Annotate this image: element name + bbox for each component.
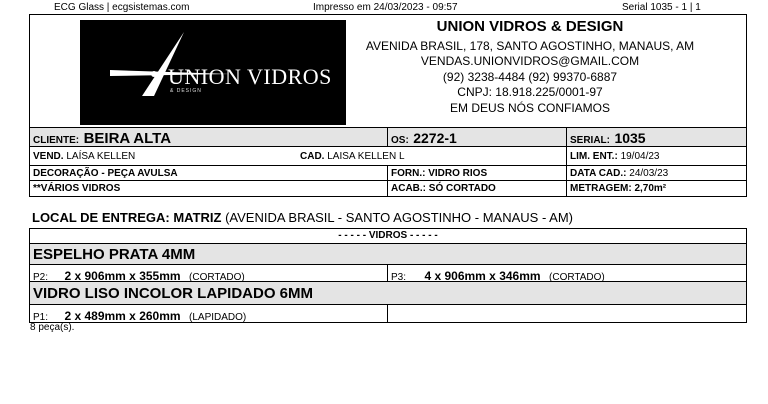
company-address: AVENIDA BRASIL, 178, SANTO AGOSTINHO, MANAUS, AM xyxy=(365,39,695,53)
company-name: UNION VIDROS & DESIGN xyxy=(436,18,624,35)
metragem-value: 2,70m² xyxy=(634,183,667,194)
client-name: BEIRA ALTA xyxy=(83,130,172,147)
delivery-location: LOCAL DE ENTREGA: MATRIZ (AVENIDA BRASIL - SANTO AGOSTINHO - MANAUS - AM) xyxy=(32,210,574,225)
metragem-cell: METRAGEM: 2,70m² xyxy=(566,180,747,197)
system-info: ECG Glass | ecgsistemas.com xyxy=(54,2,190,13)
date-cell: DATA CAD.: 24/03/23 xyxy=(566,165,747,181)
vendor-name: LAÍSA KELLEN xyxy=(66,151,136,162)
company-cnpj: CNPJ: 18.918.225/0001-97 xyxy=(457,85,603,99)
serial-number: 1035 xyxy=(614,130,646,146)
lim-cell: LIM. ENT.: 19/04/23 xyxy=(566,146,747,166)
empty-cell xyxy=(387,304,747,323)
logo-sub: & DESIGN xyxy=(170,88,202,94)
group-title: VIDRO LISO INCOLOR LAPIDADO 6MM xyxy=(29,281,747,305)
finish-value: SÓ CORTADO xyxy=(428,183,496,194)
supplier-name: VIDRO RIOS xyxy=(428,168,488,179)
list-item: P3: 4 x 906mm x 346mm (CORTADO) xyxy=(387,264,747,282)
piece-count: 8 peça(s). xyxy=(30,322,75,333)
company-logo xyxy=(80,20,346,125)
cad-name: LAISA KELLEN L xyxy=(327,151,405,162)
cad-date: 24/03/23 xyxy=(629,168,669,179)
client-cell: CLIENTE: BEIRA ALTA xyxy=(29,127,388,147)
company-motto: EM DEUS NÓS CONFIAMOS xyxy=(449,101,610,115)
vendor-cell: VEND. LAÍSA KELLEN CAD. LAISA KELLEN L xyxy=(29,146,567,166)
list-item: P1: 2 x 489mm x 260mm (LAPIDADO) xyxy=(29,304,388,323)
print-date: Impresso em 24/03/2023 - 09:57 xyxy=(313,2,458,13)
decoration-cell: DECORAÇÃO - PEÇA AVULSA xyxy=(29,165,388,181)
list-item: P2: 2 x 906mm x 355mm (CORTADO) xyxy=(29,264,388,282)
lim-date: 19/04/23 xyxy=(620,151,660,162)
company-email: VENDAS.UNIONVIDROS@GMAIL.COM xyxy=(420,54,640,68)
os-number: 2272-1 xyxy=(413,130,457,146)
serial-cell: SERIAL: 1035 xyxy=(566,127,747,147)
group-title: ESPELHO PRATA 4MM xyxy=(29,243,747,265)
serial-page: Serial 1035 - 1 | 1 xyxy=(622,2,701,13)
logo-name: UNION VIDROS xyxy=(168,64,332,89)
os-cell: OS: 2272-1 xyxy=(387,127,567,147)
glass-type-cell: **VÁRIOS VIDROS xyxy=(29,180,388,197)
supplier-cell: FORN.: VIDRO RIOS xyxy=(387,165,567,181)
finish-cell: ACAB.: SÓ CORTADO xyxy=(387,180,567,197)
vidros-header: - - - - - VIDROS - - - - - xyxy=(29,228,747,244)
company-phones: (92) 3238-4484 (92) 99370-6887 xyxy=(442,70,618,84)
